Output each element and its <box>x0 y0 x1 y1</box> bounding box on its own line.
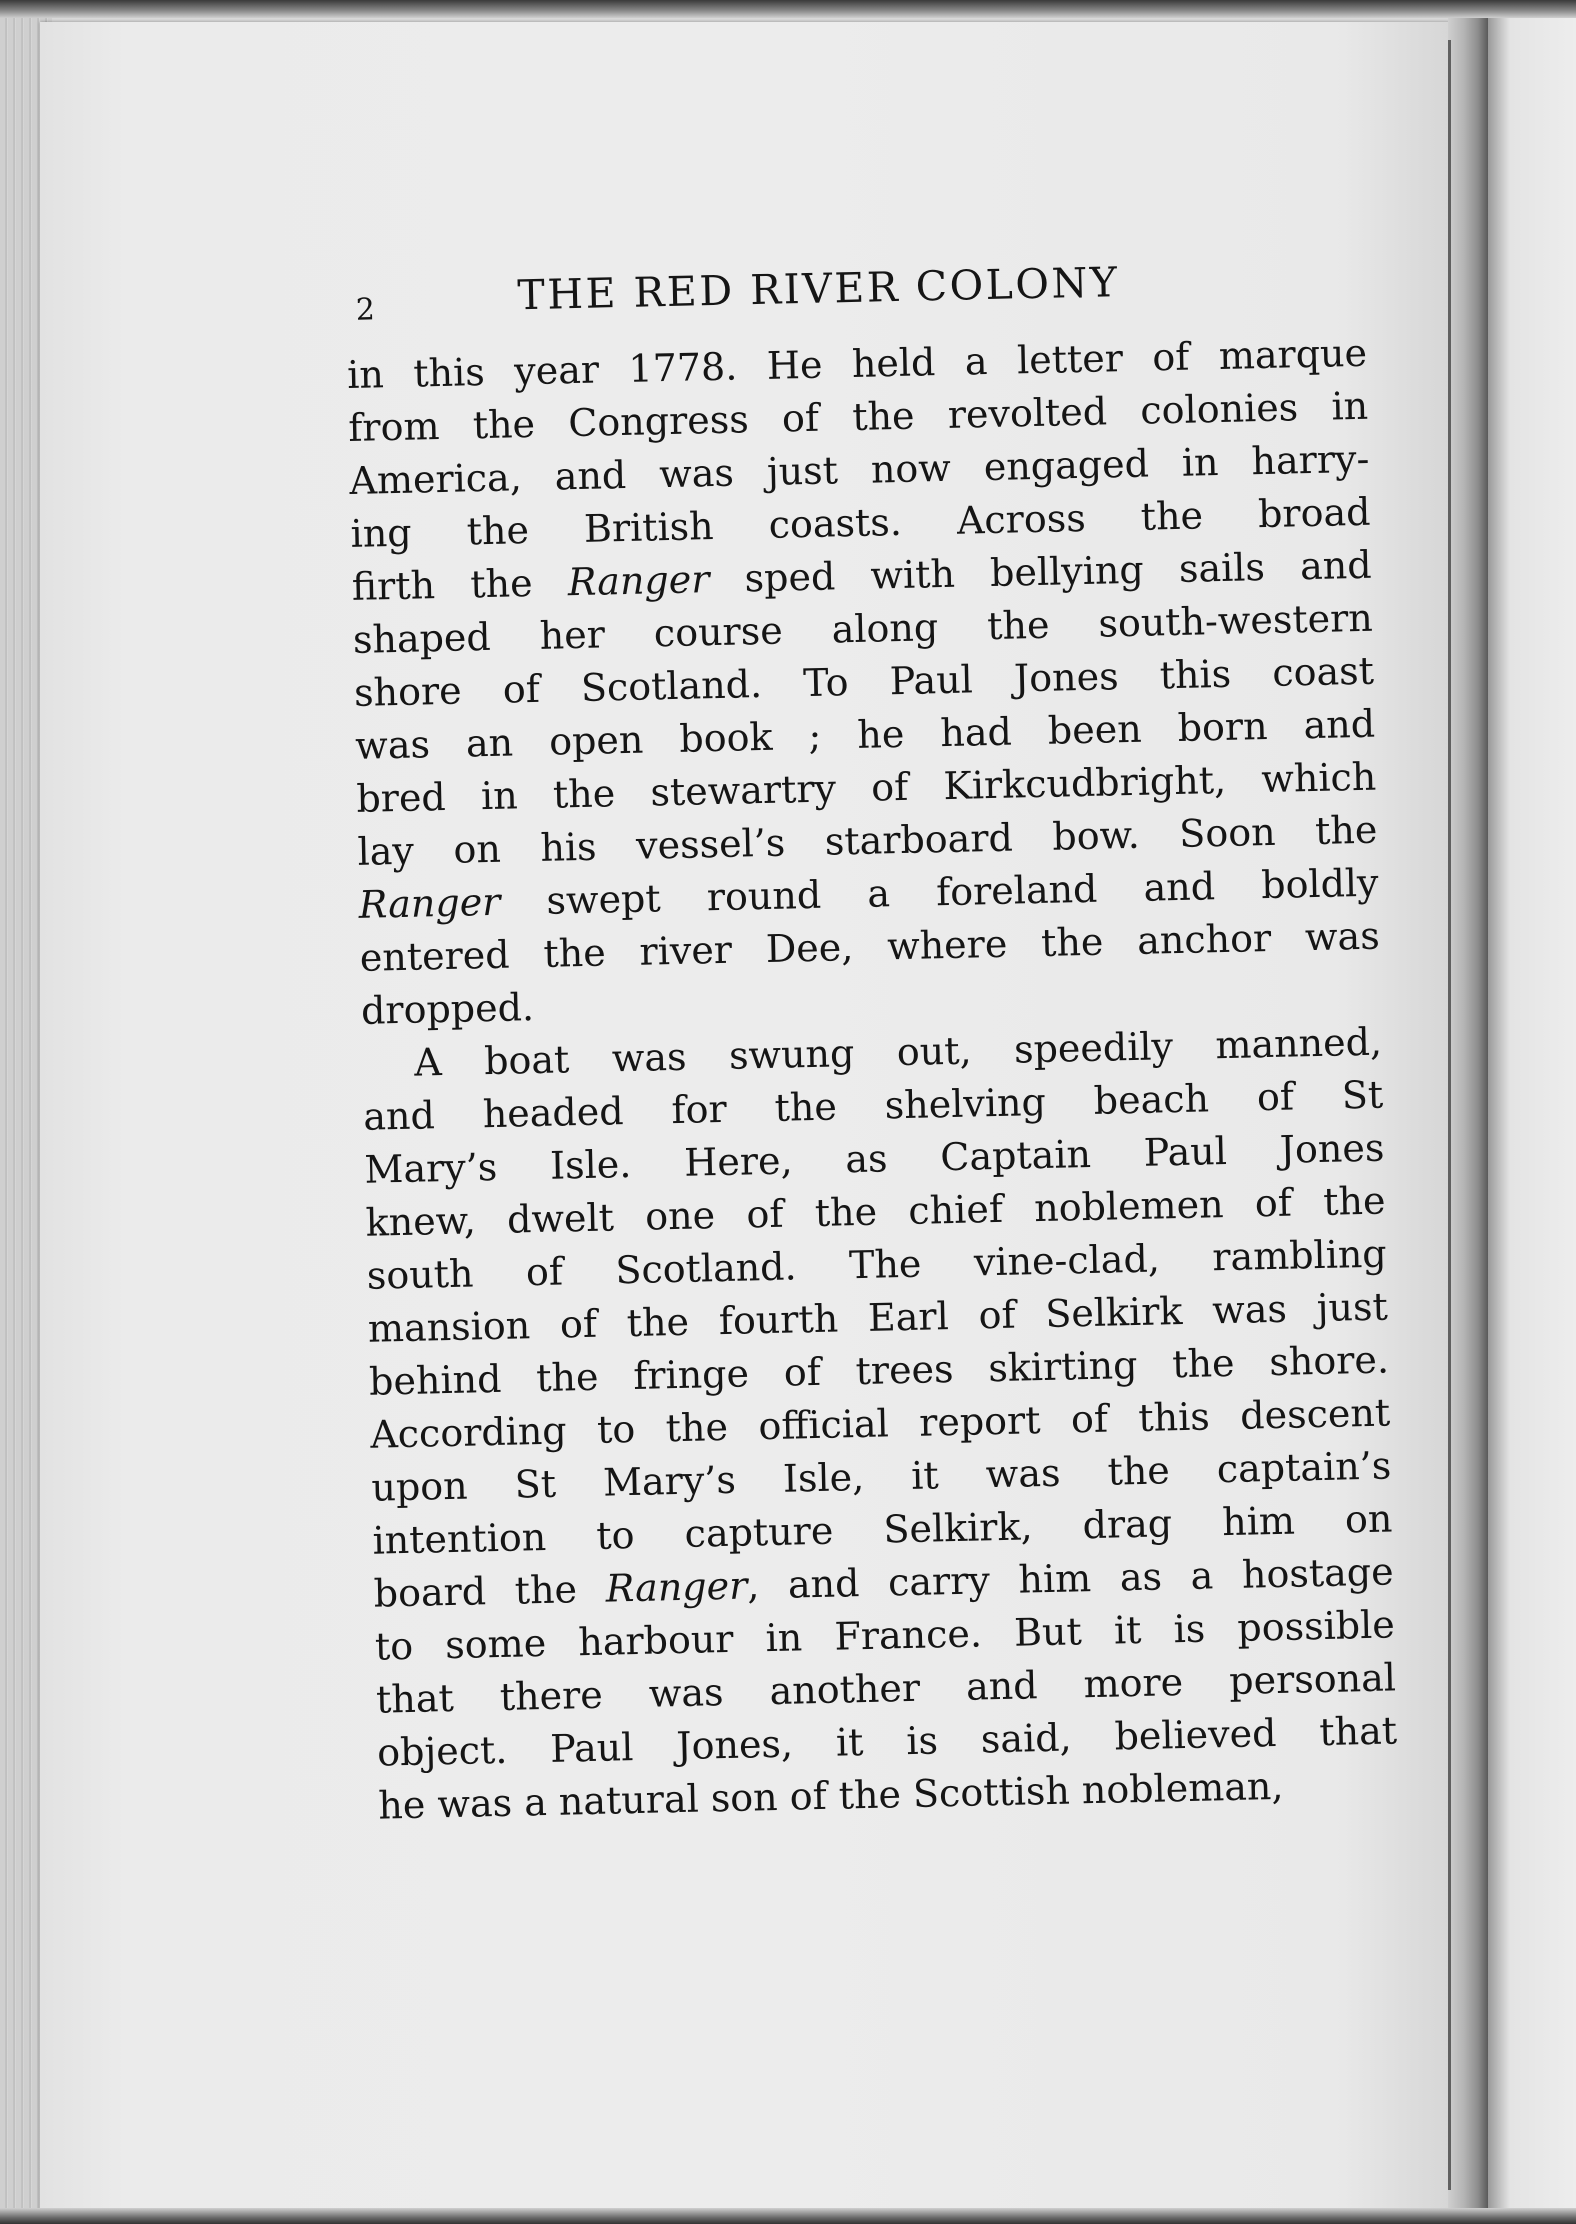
text-run: firth the <box>351 560 569 609</box>
paragraph <box>362 1016 1399 1833</box>
text-run: A boat was swung out, speedily manned, <box>413 1019 1383 1085</box>
book-gutter-shadow <box>1448 18 1488 2218</box>
text-run: and headed for the shelving beach of St <box>362 1072 1384 1139</box>
text-run: bred in the stewartry of Kirkcudbright, which <box>355 754 1377 821</box>
text-run: shore of Scotland. To Paul Jones this coast <box>353 648 1375 715</box>
text-run: in this year 1778. He held a letter of marque <box>346 330 1368 397</box>
text-run: from the Congress of the revolted colonies in <box>347 383 1369 450</box>
text-run: swept round a foreland and boldly <box>499 860 1379 924</box>
page-content <box>345 253 1399 1833</box>
text-run: sped with bellying sails and <box>708 542 1373 602</box>
text-run: object. Paul Jones, it is said, believed that <box>376 1708 1398 1775</box>
text-run: board the <box>373 1566 607 1616</box>
text-run: south of Scotland. The vine-clad, rambling <box>366 1231 1388 1298</box>
text-run: lay on his vessel’s starboard bow. Soon the <box>357 807 1378 874</box>
text-run: , and carry him as a hostage <box>746 1549 1395 1608</box>
text-run: behind the fringe of trees skirting the shore. <box>368 1337 1390 1404</box>
paragraph <box>347 327 1382 1038</box>
text-run: shaped her course along the south-western <box>352 595 1374 662</box>
text-run: knew, dwelt one of the chief noblemen of the <box>365 1178 1386 1245</box>
text-run: America, and was just now engaged in harry- <box>349 436 1370 503</box>
text-run: he was a natural son of the Scottish nobleman, <box>377 1763 1284 1828</box>
next-leaf-edge <box>1488 18 1576 2218</box>
spine-line <box>1448 40 1451 2190</box>
running-head: THE RED RIVER COLONY <box>516 258 1120 320</box>
text-run: that there was another and more personal <box>375 1655 1397 1722</box>
scan-bottom-edge <box>0 2208 1576 2224</box>
text-run: intention to capture Selkirk, drag him on <box>372 1496 1393 1563</box>
text-run: to some harbour in France. But it is possible <box>374 1602 1396 1669</box>
italic-text: Ranger <box>567 557 710 605</box>
text-run: ing the British coasts. Across the broad <box>350 489 1371 556</box>
text-run: Mary’s Isle. Here, as Captain Paul Jones <box>364 1125 1385 1192</box>
text-run: dropped. <box>360 985 535 1033</box>
text-run: According to the official report of this descent <box>369 1390 1391 1457</box>
text-run: entered the river Dee, where the anchor was <box>359 913 1381 980</box>
text-run: was an open book ; he had been born and <box>354 701 1376 768</box>
page-number: 2 <box>355 292 377 328</box>
scan-top-edge <box>0 0 1576 18</box>
body-text <box>347 327 1399 1833</box>
text-run: mansion of the fourth Earl of Selkirk was just <box>367 1284 1389 1351</box>
text-run: upon St Mary’s Isle, it was the captain’s <box>370 1443 1392 1510</box>
italic-text: Ranger <box>605 1563 748 1611</box>
italic-text: Ranger <box>358 879 501 927</box>
